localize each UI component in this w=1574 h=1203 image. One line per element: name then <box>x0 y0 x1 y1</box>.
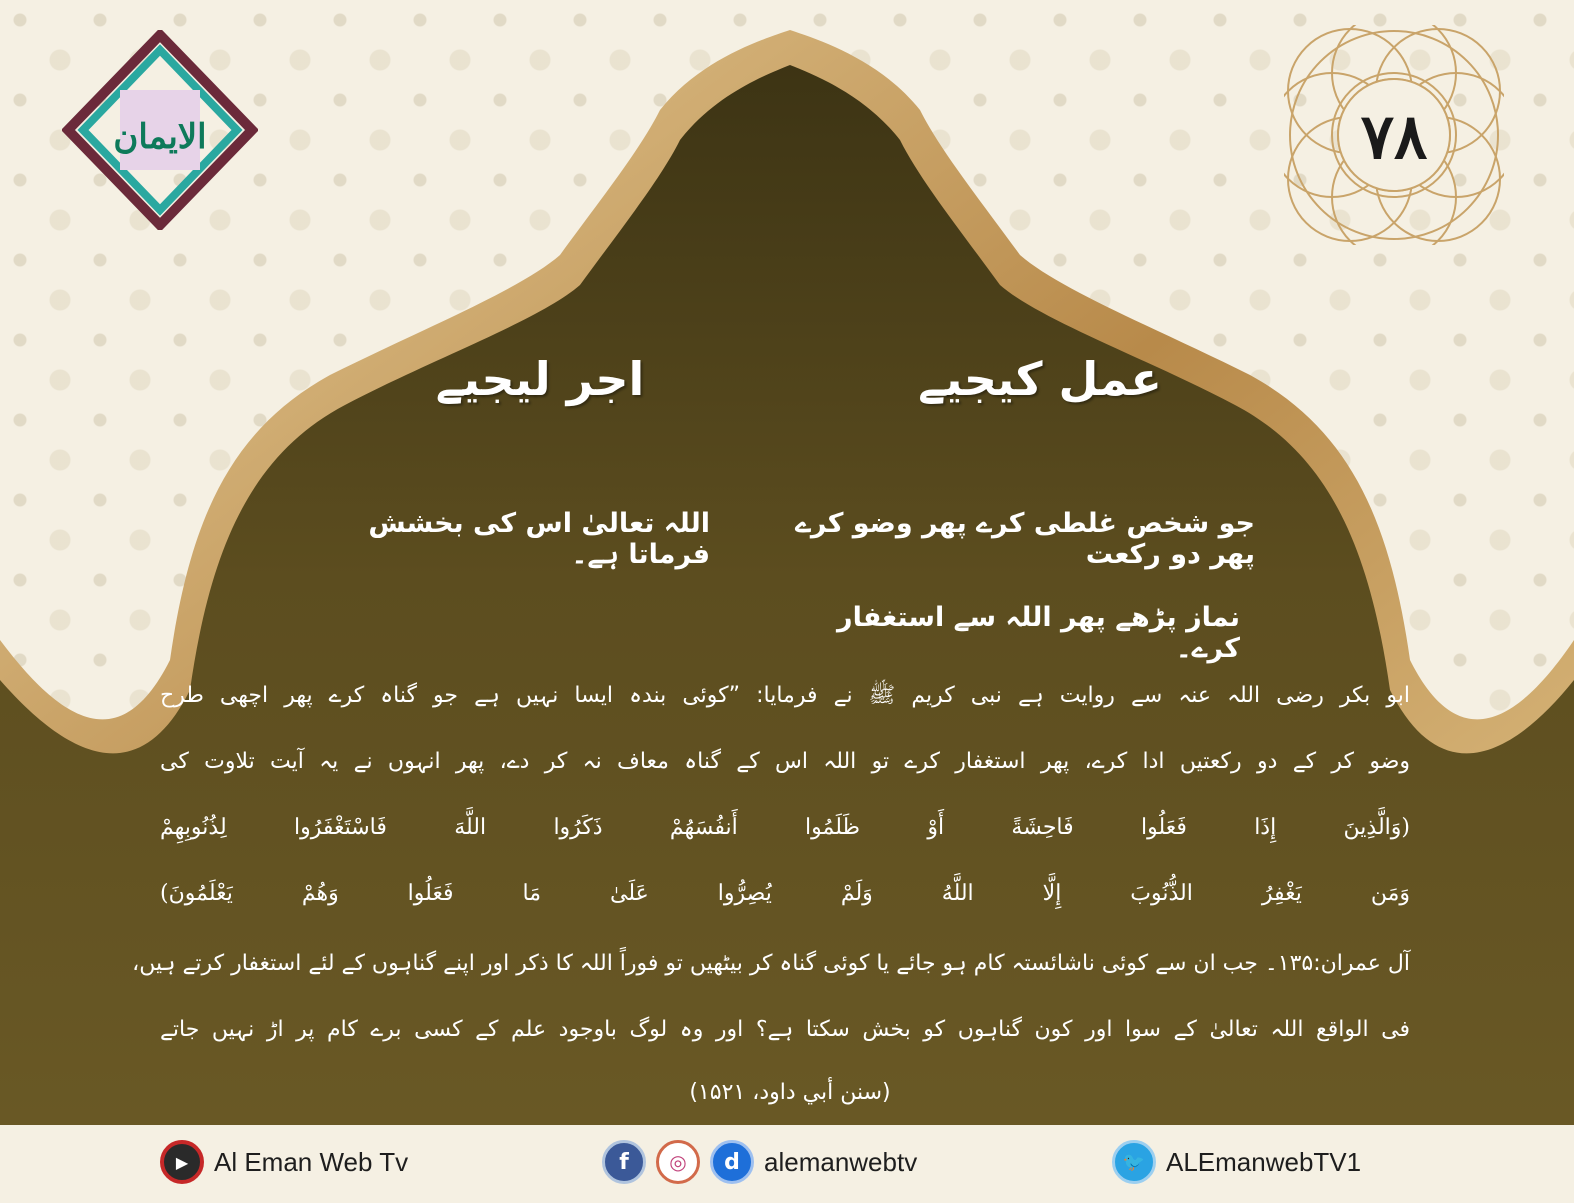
hadith-reference: (سنن أبي داود، ۱۵۲۱) <box>689 1080 891 1105</box>
hadith-line-6: فی الواقع اللہ تعالیٰ کے سوا اور کون گناہوں کو بخش سکتا ہے؟ اور وہ لوگ باوجود علم کے کسی برے کام پر اڑ نہیں جاتے <box>160 1017 1410 1042</box>
twitter-icon[interactable]: 🐦 <box>1112 1140 1156 1184</box>
heading-reward: اجر لیجیے <box>435 352 645 406</box>
channel-logo <box>62 30 258 230</box>
svg-text:الایمان: الایمان <box>113 117 207 157</box>
day-number: ۷۸ <box>1360 100 1428 173</box>
youtube-icon[interactable]: ▶ <box>160 1140 204 1184</box>
action-line-1: جو شخص غلطی کرے پھر وضو کرے پھر دو رکعت <box>795 508 1255 570</box>
hadith-line-2: وضو کر کے دو رکعتیں ادا کرے، پھر استغفار کرے تو اللہ اس کے گناہ معاف نہ کر دے، پھر انہوں نے یہ آیت تلاوت کی <box>160 749 1410 774</box>
twitter-link[interactable] <box>1112 1137 1361 1187</box>
dailymotion-icon[interactable]: d <box>710 1140 754 1184</box>
quran-verse-line-1: (وَالَّذِينَ إِذَا فَعَلُوا فَاحِشَةً أَوْ ظَلَمُوا أَنفُسَهُمْ ذَكَرُوا اللَّهَ فَاسْتَغْفَرُوا لِذُنُوبِهِمْ <box>160 815 1410 840</box>
quran-verse-line-2: وَمَن يَغْفِرُ الذُّنُوبَ إِلَّا اللَّهُ وَلَمْ يُصِرُّوا عَلَىٰ مَا فَعَلُوا وَهُمْ يَعْلَمُونَ) <box>160 881 1410 906</box>
heading-act: عمل کیجیے <box>918 352 1162 406</box>
facebook-icon[interactable]: f <box>602 1140 646 1184</box>
action-line-2: نماز پڑھے پھر اللہ سے استغفار کرے۔ <box>837 602 1240 664</box>
twitter-label[interactable]: ALEmanwebTV1 <box>1166 1146 1362 1177</box>
reward-line-1: اللہ تعالیٰ اس کی بخشش فرماتا ہے۔ <box>368 508 710 570</box>
hadith-line-5: آل عمران:۱۳۵۔ جب ان سے کوئی ناشائستہ کام ہو جائے یا کوئی گناہ کر بیٹھیں تو فوراً اللہ کا ذکر اور اپنے گناہوں کے لئے استغفار کرتے ہیں، <box>132 951 1410 976</box>
youtube-link[interactable] <box>160 1137 408 1187</box>
social-handle-label[interactable]: alemanwebtv <box>764 1146 918 1177</box>
hadith-line-1: ابو بکر رضی اللہ عنہ سے روایت ہے نبی کریم ﷺ نے فرمایا: ”کوئی بندہ ایسا نہیں ہے جو گناہ کرے پھر اچھی طرح <box>160 683 1410 708</box>
social-links <box>602 1137 917 1187</box>
youtube-label[interactable]: Al Eman Web Tv <box>214 1146 409 1177</box>
instagram-icon[interactable]: ◎ <box>656 1140 700 1184</box>
